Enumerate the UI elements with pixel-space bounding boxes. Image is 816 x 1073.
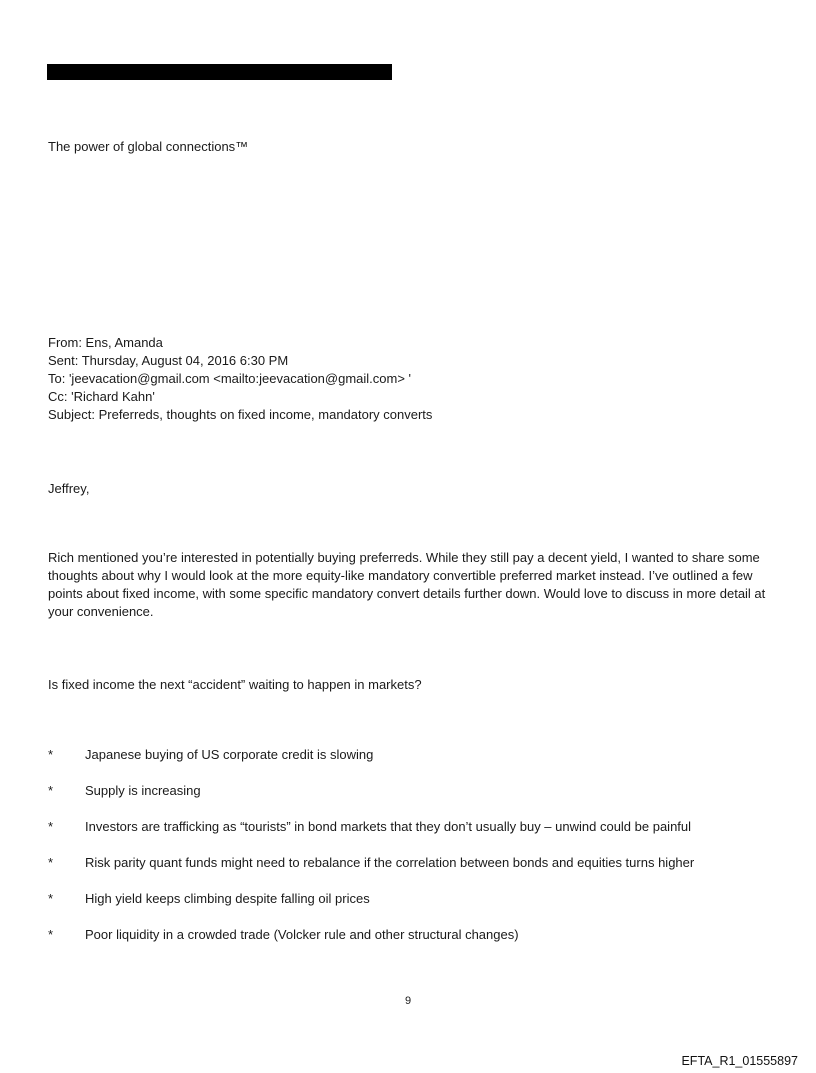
document-id: EFTA_R1_01555897 xyxy=(681,1054,798,1068)
email-to: To: 'jeevacation@gmail.com <mailto:jeevacation@gmail.com> ' xyxy=(48,371,412,386)
bullet-text: Japanese buying of US corporate credit is slowing xyxy=(85,747,374,762)
tagline: The power of global connections™ xyxy=(48,139,249,154)
list-item xyxy=(48,818,788,854)
bullet-marker: * xyxy=(48,819,54,834)
email-subject: Subject: Preferreds, thoughts on fixed income, mandatory converts xyxy=(48,407,433,422)
list-item xyxy=(48,854,788,890)
bullet-text: Risk parity quant funds might need to rebalance if the correlation between bonds and equities turns higher xyxy=(85,855,695,870)
bullet-list xyxy=(48,746,788,962)
bullet-text: Supply is increasing xyxy=(85,783,201,798)
email-from: From: Ens, Amanda xyxy=(48,335,163,350)
bullet-text: High yield keeps climbing despite falling oil prices xyxy=(85,891,370,906)
email-cc: Cc: 'Richard Kahn' xyxy=(48,389,155,404)
list-item xyxy=(48,926,788,962)
email-header xyxy=(48,334,432,424)
bullet-marker: * xyxy=(48,891,54,906)
list-item xyxy=(48,890,788,926)
bullet-text: Investors are trafficking as “tourists” in bond markets that they don’t usually buy – unwind could be painful xyxy=(85,819,692,834)
bullet-marker: * xyxy=(48,747,54,762)
redaction-bar xyxy=(47,64,392,80)
bullet-text: Poor liquidity in a crowded trade (Volcker rule and other structural changes) xyxy=(85,927,519,942)
bullet-marker: * xyxy=(48,927,54,942)
salutation: Jeffrey, xyxy=(48,481,90,496)
bullet-marker: * xyxy=(48,855,54,870)
body-paragraph: Rich mentioned you’re interested in potentially buying preferreds. While they still pay a decent yield, I wanted to share some thoughts about why I would look at the more equity-like mandatory convertible preferred market instead. I’ve outlined a few points about fixed income, with some specific mandatory convert details further down. Would love to discuss in more detail at your convenience. xyxy=(48,550,766,619)
email-sent: Sent: Thursday, August 04, 2016 6:30 PM xyxy=(48,353,289,368)
bullet-marker: * xyxy=(48,783,54,798)
list-item xyxy=(48,746,788,782)
page-number: 9 xyxy=(404,995,412,1007)
list-item xyxy=(48,782,788,818)
question-line: Is fixed income the next “accident” waiting to happen in markets? xyxy=(48,677,422,692)
